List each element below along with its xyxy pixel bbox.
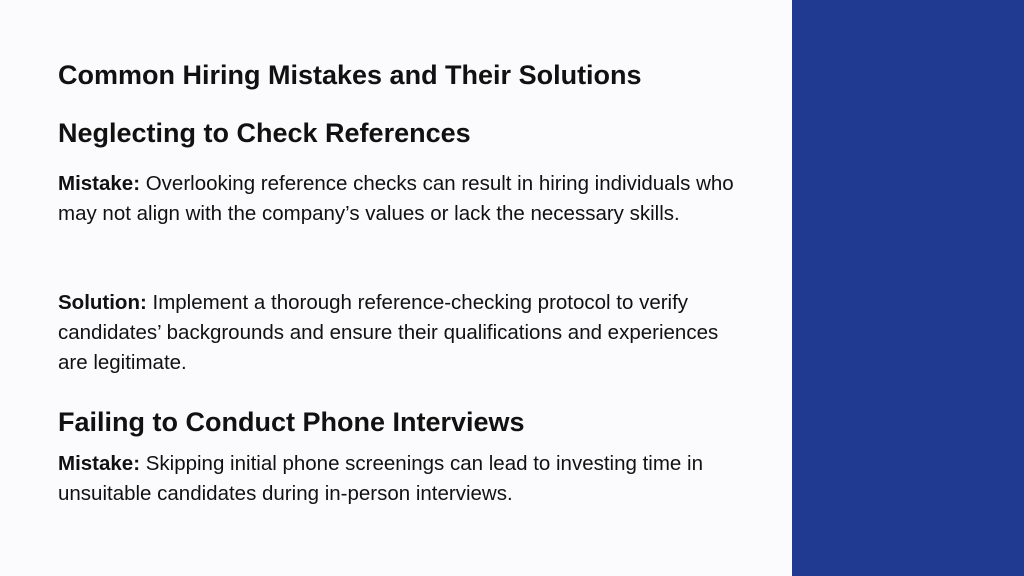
mistake-paragraph-references: [58, 169, 738, 229]
solution-label: Solution:: [58, 291, 147, 314]
mistake-paragraph-phone-interviews: [58, 449, 738, 509]
section-heading-phone-interviews: Failing to Conduct Phone Interviews: [58, 407, 525, 437]
mistake-label: Mistake:: [58, 172, 141, 195]
section-heading-references: Neglecting to Check References: [58, 118, 471, 148]
solution-paragraph-references: [58, 288, 738, 378]
slide-title: Common Hiring Mistakes and Their Solutions: [58, 60, 642, 90]
mistake-text: Overlooking reference checks can result in hiring individuals who may not align with the company’s values or lack the necessary skills.: [58, 172, 734, 225]
accent-side-panel: [792, 0, 1024, 576]
mistake-label: Mistake:: [58, 452, 141, 475]
solution-text: Implement a thorough reference-checking protocol to verify candidates’ backgrounds and ensure their qualifications and experiences are legitimate.: [58, 291, 719, 374]
mistake-text: Skipping initial phone screenings can lead to investing time in unsuitable candidates during in-person interviews.: [58, 452, 703, 505]
